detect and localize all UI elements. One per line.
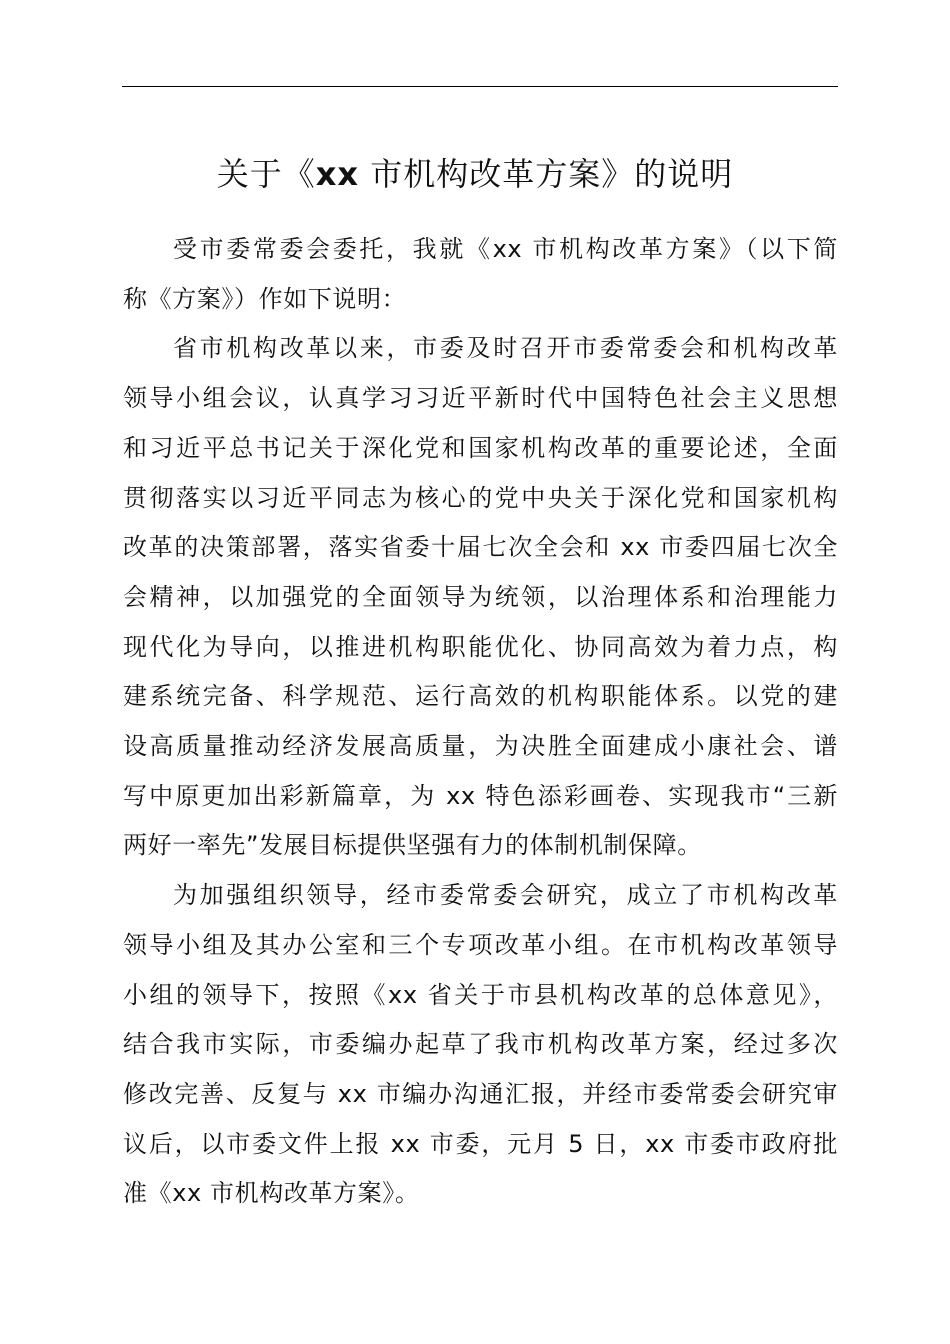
header-rule <box>122 86 838 87</box>
text-line: 为加强组织领导，经市委常委会研究，成立了市机构改革 <box>173 881 838 910</box>
text-line: 设高质量推动经济发展高质量，为决胜全面建成小康社会、谱 <box>123 732 838 761</box>
document-body <box>123 225 838 1219</box>
text-line: 两好一率先”发展目标提供坚强有力的体制机制保障。 <box>123 831 702 860</box>
text-line: 议后，以市委文件上报 xx 市委，元月 5 日，xx 市委市政府批 <box>123 1129 838 1158</box>
text-line: 写中原更加出彩新篇章，为 xx 特色添彩画卷、实现我市“三新 <box>123 781 838 810</box>
text-line: 现代化为导向，以推进机构职能优化、协同高效为着力点，构 <box>123 632 838 661</box>
text-line: 领导小组及其办公室和三个专项改革小组。在市机构改革领导 <box>123 930 838 959</box>
text-line: 结合我市实际，市委编办起草了我市机构改革方案，经过多次 <box>123 1030 838 1059</box>
text-line: 改革的决策部署，落实省委十届七次全会和 xx 市委四届七次全 <box>123 533 838 562</box>
document-title <box>0 150 950 198</box>
text-line: 领导小组会议，认真学习习近平新时代中国特色社会主义思想 <box>123 384 838 413</box>
title-suffix: 市机构改革方案》的说明 <box>359 155 734 193</box>
text-line: 小组的领导下，按照《xx 省关于市县机构改革的总体意见》， <box>123 980 838 1009</box>
text-line: 准《xx 市机构改革方案》。 <box>123 1179 420 1208</box>
title-prefix: 关于《 <box>216 155 316 193</box>
text-line: 会精神，以加强党的全面领导为统领，以治理体系和治理能力 <box>123 582 838 611</box>
text-line: 和习近平总书记关于深化党和国家机构改革的重要论述，全面 <box>123 433 838 462</box>
text-line: 修改完善、反复与 xx 市编办沟通汇报，并经市委常委会研究审 <box>123 1079 838 1108</box>
paragraph <box>123 225 838 324</box>
paragraph <box>123 324 838 871</box>
text-line: 省市机构改革以来，市委及时召开市委常委会和机构改革 <box>173 334 838 363</box>
title-bold: xx <box>315 155 360 193</box>
text-line: 称《方案》）作如下说明： <box>123 284 407 313</box>
text-line: 建系统完备、科学规范、运行高效的机构职能体系。以党的建 <box>123 682 838 711</box>
text-line: 贯彻落实以习近平同志为核心的党中央关于深化党和国家机构 <box>123 483 838 512</box>
text-line: 受市委常委会委托，我就《xx 市机构改革方案》（以下简 <box>173 235 838 263</box>
paragraph <box>123 871 838 1219</box>
